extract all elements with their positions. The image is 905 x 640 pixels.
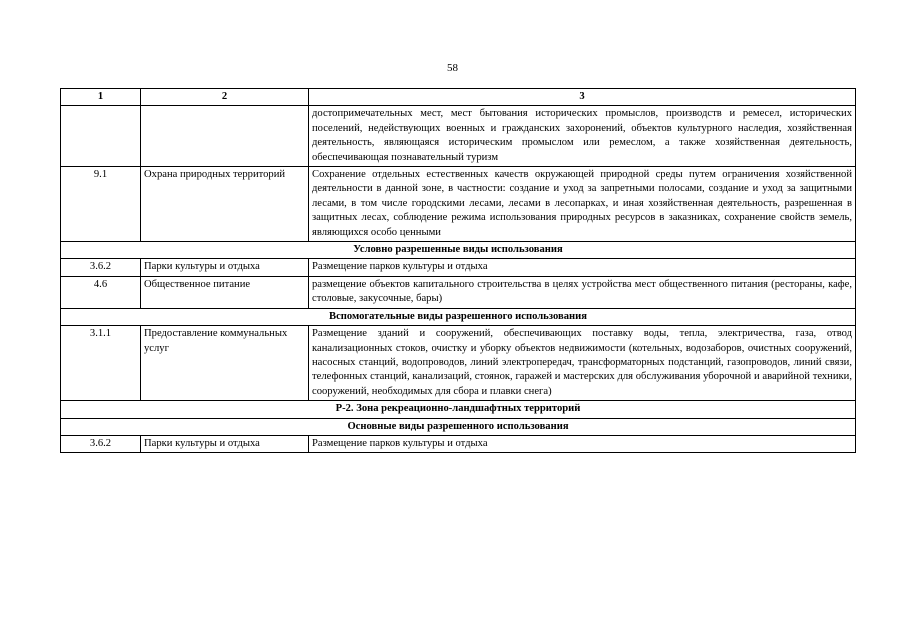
table-body [61,106,856,453]
name-cell: Общественное питание [141,276,309,308]
table-row [61,435,856,452]
description-cell: Размещение парков культуры и отдыха [309,259,856,276]
name-cell [141,106,309,167]
page-number: 58 [447,62,458,74]
table-row [61,326,856,401]
column-header-3: 3 [309,89,856,106]
description-cell: Размещение парков культуры и отдыха [309,435,856,452]
table-row [61,259,856,276]
description-cell: размещение объектов капитального строительства в целях устройства мест общественного питания (рестораны, кафе, столовые, закусочные, бары) [309,276,856,308]
table-row [61,167,856,242]
code-cell: 4.6 [61,276,141,308]
code-cell: 3.6.2 [61,259,141,276]
column-header-2: 2 [141,89,309,106]
section-title: Вспомогательные виды разрешенного использования [61,308,856,325]
column-header-1: 1 [61,89,141,106]
section-header-row [61,308,856,325]
section-title: Условно разрешенные виды использования [61,242,856,259]
name-cell: Предоставление коммунальных услуг [141,326,309,401]
section-title: Р-2. Зона рекреационно-ландшафтных территорий [61,401,856,418]
header-row [61,89,856,106]
name-cell: Охрана природных территорий [141,167,309,242]
table-row [61,106,856,167]
code-cell: 9.1 [61,167,141,242]
description-cell: Сохранение отдельных естественных качеств окружающей природной среды путем ограничения хозяйственной деятельности в данной зоне, в частности: создание и уход за запретными полосами, создание и уход за защитными лесами, в том числе городскими лесами, лесами в лесопарках, и иная хозяйственная деятельность, разрешенная в защитных лесах, соблюдение режима использования природных ресурсов в заказниках, сохранение свойств земель, являющихся особо ценными [309,167,856,242]
section-title: Основные виды разрешенного использования [61,418,856,435]
section-header-row [61,242,856,259]
name-cell: Парки культуры и отдыха [141,435,309,452]
name-cell: Парки культуры и отдыха [141,259,309,276]
section-header-row [61,401,856,418]
code-cell [61,106,141,167]
table-row [61,276,856,308]
land-use-table [60,88,856,453]
code-cell: 3.6.2 [61,435,141,452]
description-cell: Размещение зданий и сооружений, обеспечивающих поставку воды, тепла, электричества, газа, отвод канализационных стоков, очистку и уборку объектов недвижимости (котельных, водозаборов, очистных сооружений, насосных станций, водопроводов, линий электропередач, трансформаторных подстанций, газопроводов, линий связи, телефонных станций, канализаций, стоянок, гаражей и мастерских для обслуживания уборочной и аварийной техники, сооружений, необходимых для сбора и плавки снега) [309,326,856,401]
description-cell: достопримечательных мест, мест бытования исторических промыслов, производств и ремесел, исторических поселений, недействующих военных и гражданских захоронений, объектов культурного наследия, хозяйственная деятельность, являющаяся историческим промыслом или ремеслом, а также хозяйственная деятельность, обеспечивающая познавательный туризм [309,106,856,167]
section-header-row [61,418,856,435]
code-cell: 3.1.1 [61,326,141,401]
